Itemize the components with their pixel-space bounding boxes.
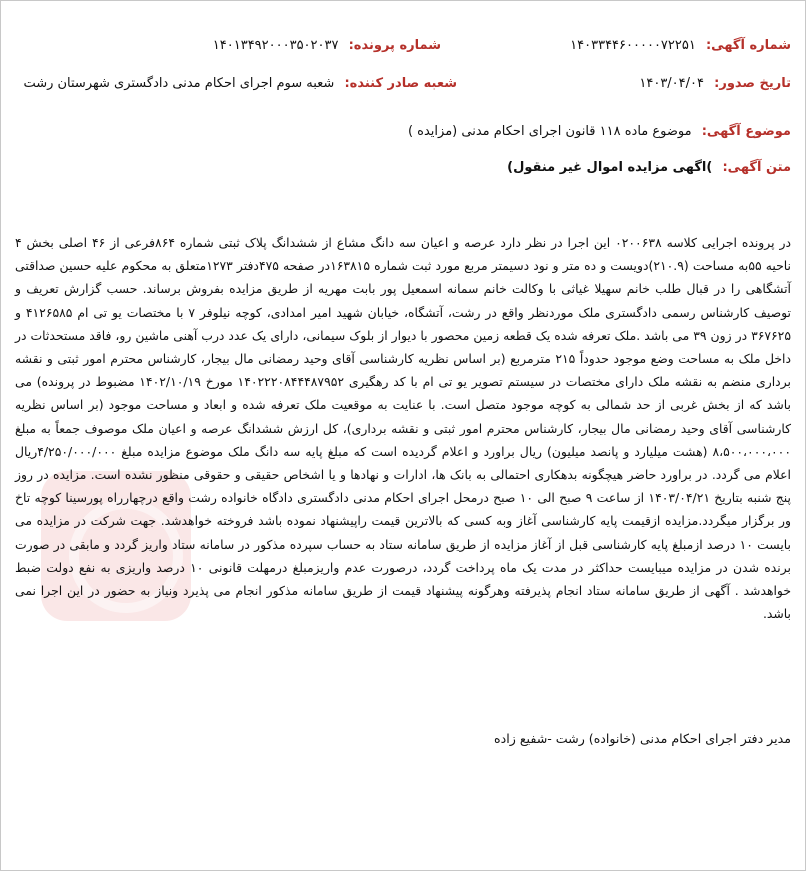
notice-body: در پرونده اجرایی کلاسه ۰۲۰۰۶۳۸ این اجرا در نظر دارد عرصه و اعیان سه دانگ مشاع از ششدانگ پلاک ثبتی شماره ۸۶۴فرعی از ۴۶ اصلی بخش ۴ ناحیه ۵۵به مساحت (۲۱۰.۹)دویست و ده متر و نود دسیمتر مربع مورد ثبت شماره ۱۶۳۸۱۵در صفحه ۴۷۵دفتر ۱۲۷۳متعلق به محکوم علیه حسین صداقتی آتشگاهی را در قبال طلب خانم سهیلا غیاثی با وکالت خانم سمانه اسمعیل پور بابت مهریه از طریق مزایده بفروش برساند. حسب گزارش تعریف و توصیف کارشناس رسمی دادگستری ملک مورد‌نظر واقع در رشت، آتشگاه، خیابان شهید امیر امدادی، کوچه نیلوفر ۷ با مختصات یو تی ام ۴۱۲۶۵۸۵ و ۳۶۷۶۲۵ در زون ۳۹ می باشد .ملک تعرفه شده یک قطعه زمین محصور با دیوار از بلوک سیمانی، دارای یک عدد درب آهنی ماشین رو، فاقد مستحدثات در داخل ملک به مساحت وضع موجود حدوداً ۲۱۵ مترمربع (بر اساس نظریه کارشناسی آقای وحید رمضانی مال بیجار، کارشناس محترم امور ثبتی و نقشه برداری منضم به نقشه ملک دارای مختصات در سیستم تصویر یو تی ام با کد رهگیری ۱۴۰۲۲۲۰۸۴۴۴۸۷۹۵۲ مورخ ۱۴۰۲/۱۰/۱۹ مضبوط در پرونده) می باشد که از بخش غربی از حد شمالی به کوچه موجود متصل است. با عنایت به موقعیت ملک تعرفه شده و ابعاد و مساحت موجود (بر اساس نظریه کارشناسی آقای وحید رمضانی مال بیجار، کارشناس محترم امور ثبتی و نقشه برداری)، کل ارزش ششدانگ عرصه و اعیان ملک موصوف جمعاً به مبلغ ۸،۵۰۰،۰۰۰،۰۰۰ (هشت میلیارد و پانصد میلیون) ریال براورد و اعلام گردیده است که مبلغ پایه سه دانگ ملک موضوع مزایده مبلغ ۴/۲۵۰/۰۰۰/۰۰۰ریال اعلام می گردد. در براورد حاضر هیچگونه بدهکاری احتمالی به بانک ها، ادارات و نهادها و یا اشخاص حقیقی و حقوقی منظور نشده است. مزایده در روز پنج شنبه بتاریخ ۱۴۰۳/۰۴/۲۱ از ساعت ۹ صبح الی ۱۰ صبح درمحل اجرای احکام مدنی دادگستری دادگاه خانواده رشت واقع درچهارراه پورسینا کوچه تاخ ور برگزار میگردد.مزایده ازقیمت پایه کارشناسی آغاز وبه کسی که بالاترین قیمت راپیشنهاد نموده باشد فروخته خواهدشد. جهت شرکت در مزایده می بایست ۱۰ درصد ازمبلغ پایه کارشناسی قبل از آغاز مزایده از طریق سامانه ستاد به حساب سپرده مذکور در سامانه ستاد واریز گردد و مابقی در صورت برنده شدن در مزایده میبایست حداکثر در مدت یک ماه پرداخت گردد، درصورت عدم واریزمبلغ درمهلت قانونی ۱۰ درصد واریزی به نفع دولت ضبط خواهدشد . آگهی از طریق سامانه ستاد انجام پذیرفته وهرگونه پیشنهاد قیمت از طریق سامانه مذکور انجام می پذیرد ونیاز به حضور در این اجرا نمی باشد. [15, 235, 791, 622]
case-number-row [213, 38, 441, 53]
text-title: )اگهی مزایده اموال غیر منقول) [507, 160, 713, 175]
issue-date-row [639, 76, 791, 91]
ad-number-label: شماره آگهی: [705, 38, 791, 53]
issue-date-value: ۱۴۰۳/۰۴/۰۴ [639, 76, 704, 91]
ad-number-row [570, 38, 791, 53]
case-number-value: ۱۴۰۱۳۴۹۲۰۰۰۳۵۰۲۰۳۷ [212, 38, 339, 53]
subject-value: موضوع ماده ۱۱۸ قانون اجرای احکام مدنی (مزایده ) [407, 124, 692, 139]
case-number-label: شماره پرونده: [348, 38, 441, 53]
text-label: متن آگهی: [722, 160, 791, 175]
subject-row [408, 124, 791, 139]
signature: مدیر دفتر اجرای احکام مدنی (خانواده) رشت -شفیع زاده [494, 731, 791, 746]
issue-date-label: تاریخ صدور: [714, 76, 791, 91]
issuer-label: شعبه صادر کننده: [344, 76, 457, 91]
issuer-value: شعبه سوم اجرای احکام مدنی دادگستری شهرستان رشت [23, 76, 335, 91]
ad-number-value: ۱۴۰۳۳۴۴۶۰۰۰۰۰۷۲۲۵۱ [570, 38, 696, 53]
text-title-row [507, 160, 791, 175]
subject-label: موضوع آگهی: [701, 124, 791, 139]
issuer-row [23, 76, 457, 91]
